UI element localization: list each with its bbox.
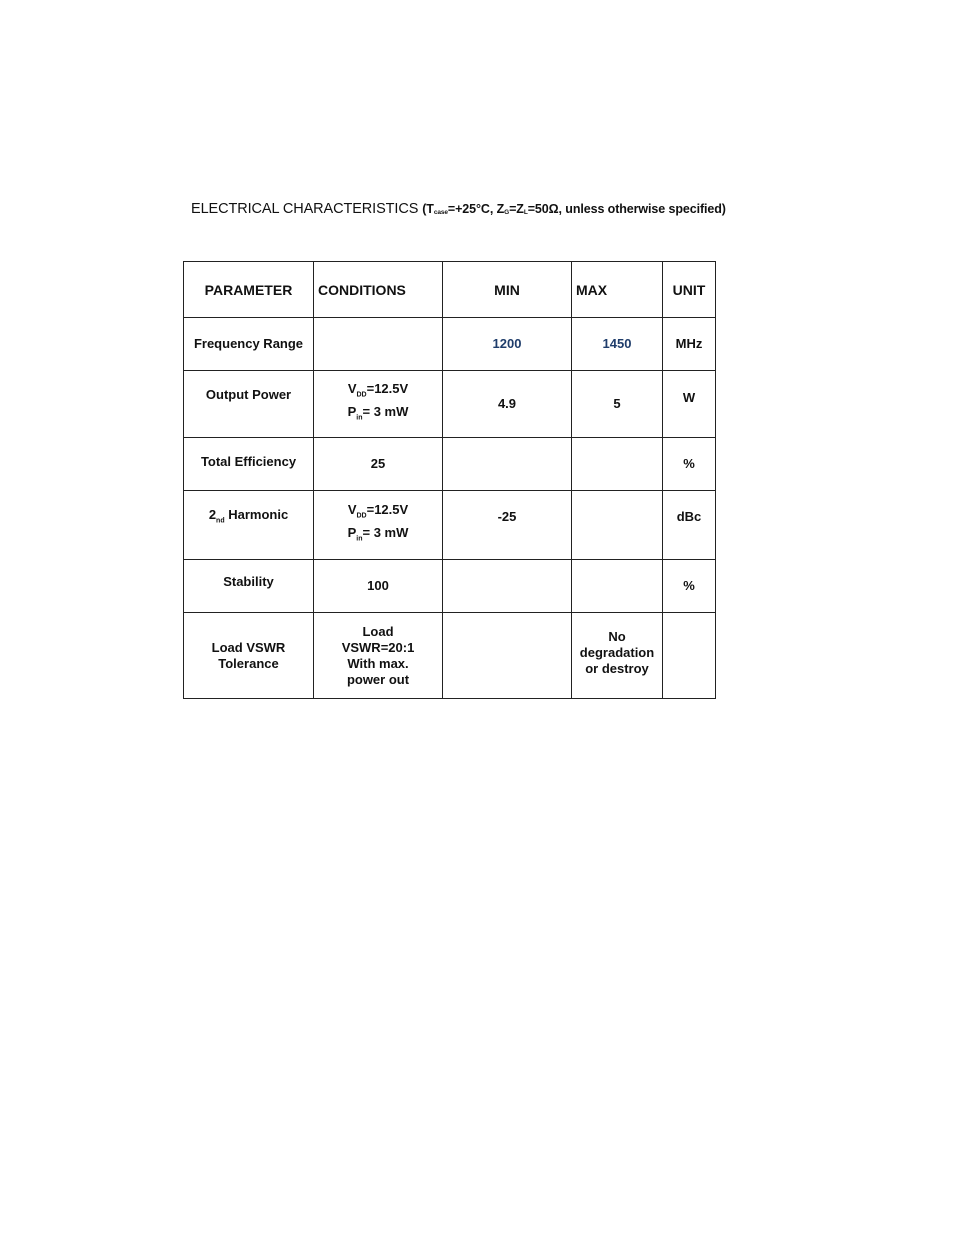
min-cell: 4.9 bbox=[443, 371, 572, 438]
max-cell bbox=[572, 491, 663, 560]
pin-condition: $P_{in}= 3$ mW bbox=[347, 404, 409, 422]
parameter-cell: Frequency Range bbox=[184, 318, 314, 371]
parameter-cell: $2_{nd}$ Harmonic bbox=[184, 491, 314, 560]
min-cell bbox=[443, 560, 572, 613]
table-row bbox=[184, 438, 716, 491]
table-row bbox=[184, 371, 716, 438]
header-conditions: CONDITIONS bbox=[314, 262, 443, 318]
parameter-cell: Load VSWR Tolerance bbox=[184, 613, 314, 699]
max-cell: 5 bbox=[572, 371, 663, 438]
page-title bbox=[191, 201, 726, 217]
min-cell: -25 bbox=[443, 491, 572, 560]
conditions-cell bbox=[314, 491, 443, 560]
pin-condition: $P_{in}= 3$ mW bbox=[347, 525, 409, 543]
max-cell: 1450 bbox=[572, 318, 663, 371]
conditions-cell bbox=[314, 371, 443, 438]
header-max: MAX bbox=[572, 262, 663, 318]
unit-cell: dBc bbox=[663, 491, 716, 560]
electrical-characteristics-table bbox=[183, 261, 716, 699]
unit-cell: MHz bbox=[663, 318, 716, 371]
max-cell bbox=[572, 560, 663, 613]
conditions-cell: Load VSWR=20:1 With max. power out bbox=[314, 613, 443, 699]
table-row bbox=[184, 491, 716, 560]
parameter-cell: Stability bbox=[184, 560, 314, 613]
parameter-cell: Total Efficiency bbox=[184, 438, 314, 491]
conditions-cell: 100 bbox=[314, 560, 443, 613]
min-cell: 1200 bbox=[443, 318, 572, 371]
table-row bbox=[184, 318, 716, 371]
unit-cell: % bbox=[663, 560, 716, 613]
vdd-condition: $V_{DD}=12.5V$ bbox=[347, 502, 409, 520]
table-row bbox=[184, 560, 716, 613]
max-cell bbox=[572, 438, 663, 491]
unit-cell: W bbox=[663, 371, 716, 438]
header-min: MIN bbox=[443, 262, 572, 318]
unit-cell bbox=[663, 613, 716, 699]
conditions-cell: 25 bbox=[314, 438, 443, 491]
table-header-row bbox=[184, 262, 716, 318]
min-cell bbox=[443, 438, 572, 491]
header-parameter: PARAMETER bbox=[184, 262, 314, 318]
max-cell: No degradation or destroy bbox=[572, 613, 663, 699]
test-conditions: ($T_{case}=+25^\circ C$, $Z_G=Z_L=50\Omega$, unless otherwise specified) bbox=[422, 202, 726, 216]
min-cell bbox=[443, 613, 572, 699]
header-unit: UNIT bbox=[663, 262, 716, 318]
table-row bbox=[184, 613, 716, 699]
unit-cell: % bbox=[663, 438, 716, 491]
title-text: ELECTRICAL CHARACTERISTICS bbox=[191, 201, 419, 217]
parameter-cell: Output Power bbox=[184, 371, 314, 438]
vdd-condition: $V_{DD}=12.5V$ bbox=[347, 381, 409, 399]
conditions-cell bbox=[314, 318, 443, 371]
